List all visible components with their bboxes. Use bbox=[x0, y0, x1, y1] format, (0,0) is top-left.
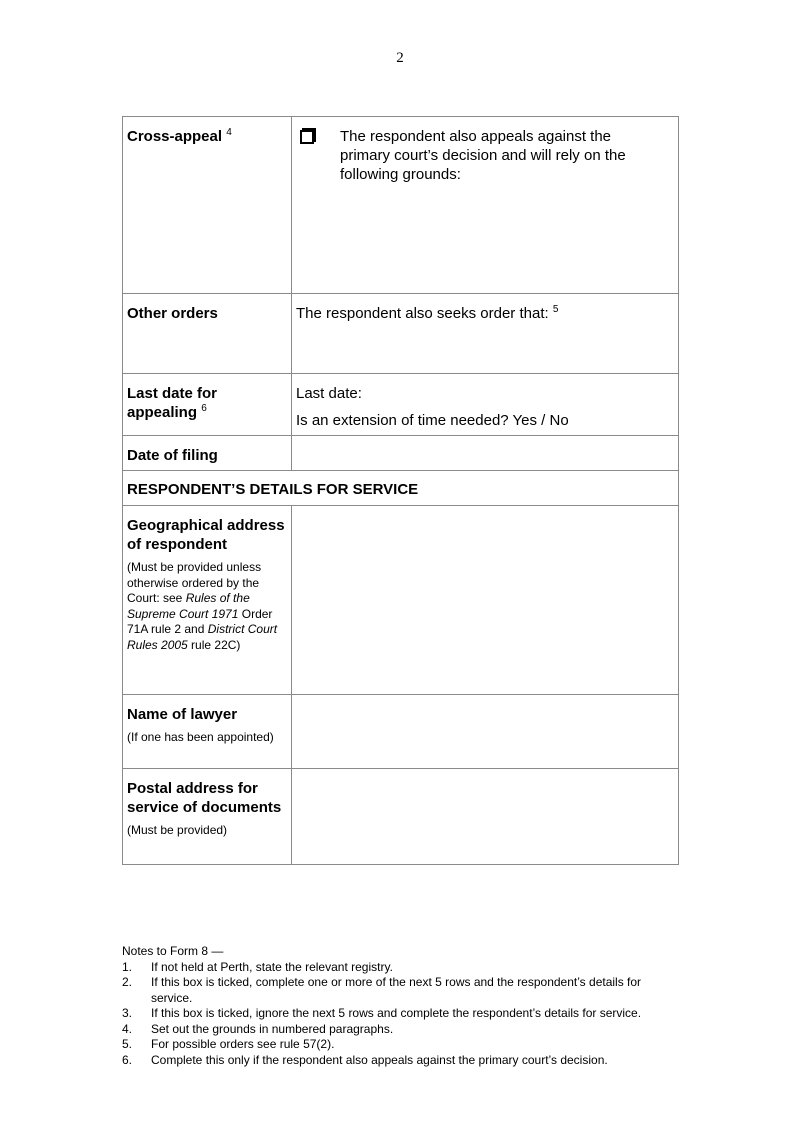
other-orders-row bbox=[123, 294, 679, 374]
postal-address-label: Postal address for service of documents bbox=[127, 780, 282, 816]
last-date-label-cell bbox=[123, 374, 292, 436]
other-orders-text-line bbox=[296, 304, 674, 323]
cross-appeal-row bbox=[123, 117, 679, 294]
other-orders-text: The respondent also seeks order that: bbox=[296, 305, 549, 322]
cross-appeal-label-text: Cross-appeal bbox=[127, 128, 223, 145]
other-orders-label-cell bbox=[123, 294, 292, 374]
note-text: Set out the grounds in numbered paragraphs. bbox=[151, 1021, 394, 1036]
lawyer-label: Name of lawyer bbox=[127, 706, 238, 723]
form-notes bbox=[122, 944, 682, 1068]
other-orders-label: Other orders bbox=[127, 305, 218, 322]
service-section-heading: RESPONDENT’S DETAILS FOR SERVICE bbox=[123, 471, 679, 506]
note-item bbox=[122, 1022, 682, 1038]
last-date-label-line bbox=[127, 384, 287, 422]
postal-address-label-cell bbox=[123, 769, 292, 865]
geo-address-note bbox=[127, 560, 287, 653]
last-date-content-cell[interactable] bbox=[292, 374, 679, 436]
note-number: 6. bbox=[122, 1052, 133, 1067]
page-number: 2 bbox=[396, 50, 404, 66]
cross-appeal-checkbox-text: The respondent also appeals against the primary court’s decision and will rely on the following grounds: bbox=[340, 128, 626, 183]
cross-appeal-label-cell bbox=[123, 117, 292, 294]
checkbox-icon[interactable] bbox=[300, 130, 314, 144]
last-date-label: Last date for appealing bbox=[127, 385, 218, 421]
lawyer-label-cell bbox=[123, 695, 292, 769]
note-item bbox=[122, 1006, 682, 1022]
postal-address-note: (Must be provided) bbox=[127, 823, 228, 837]
date-of-filing-label-cell bbox=[123, 436, 292, 471]
date-of-filing-content-cell[interactable] bbox=[292, 436, 679, 471]
geo-address-note-part3: rule 22C) bbox=[187, 637, 241, 652]
note-number: 5. bbox=[122, 1037, 133, 1051]
cross-appeal-content-cell bbox=[292, 117, 679, 294]
note-text: If this box is ticked, ignore the next 5 rows and complete the respondent’s details for service. bbox=[151, 1006, 642, 1020]
last-date-note-ref: 6 bbox=[201, 403, 207, 414]
cross-appeal-label bbox=[127, 127, 287, 146]
geo-address-note-italic2: District Court Rules 2005 bbox=[127, 622, 278, 652]
note-number: 3. bbox=[122, 1006, 133, 1020]
note-item bbox=[122, 1037, 682, 1053]
postal-address-content-cell[interactable] bbox=[292, 769, 679, 865]
postal-address-row bbox=[123, 769, 679, 865]
notes-heading: Notes to Form 8 — bbox=[122, 944, 224, 958]
note-number: 2. bbox=[122, 975, 133, 989]
cross-appeal-checkbox-row[interactable] bbox=[296, 127, 674, 184]
lawyer-row bbox=[123, 695, 679, 769]
other-orders-content-cell[interactable] bbox=[292, 294, 679, 374]
geo-address-note-italic1: Rules of the Supreme Court 1971 bbox=[127, 591, 250, 621]
cross-appeal-note-ref: 4 bbox=[226, 127, 232, 138]
service-section-row bbox=[123, 471, 679, 506]
extension-question: Is an extension of time needed? Yes / No bbox=[296, 412, 569, 429]
geo-address-row bbox=[123, 506, 679, 695]
note-number: 4. bbox=[122, 1021, 133, 1036]
note-text: If this box is ticked, complete one or more of the next 5 rows and the respondent’s details for service. bbox=[151, 975, 642, 1005]
note-text: Complete this only if the respondent also appeals against the primary court’s decision. bbox=[151, 1052, 608, 1067]
other-orders-note-ref: 5 bbox=[552, 304, 559, 315]
geo-address-label: Geographical address of respondent bbox=[127, 517, 285, 553]
date-of-filing-label: Date of filing bbox=[127, 447, 218, 464]
note-item bbox=[122, 1053, 682, 1069]
last-date-row bbox=[123, 374, 679, 436]
note-item bbox=[122, 960, 682, 976]
note-number: 1. bbox=[122, 959, 133, 974]
geo-address-note-part1: (Must be provided unless otherwise ordered by the Court: see bbox=[127, 560, 262, 605]
date-of-filing-row bbox=[123, 436, 679, 471]
lawyer-note: (If one has been appointed) bbox=[127, 730, 274, 744]
note-text: For possible orders see rule 57(2). bbox=[151, 1037, 335, 1051]
respondent-form-table bbox=[122, 116, 679, 865]
geo-address-note-part2: Order 71A rule 2 and bbox=[127, 606, 273, 636]
note-item bbox=[122, 975, 682, 1006]
note-text: If not held at Perth, state the relevant registry. bbox=[151, 959, 393, 974]
geo-address-content-cell[interactable] bbox=[292, 506, 679, 695]
last-date-line1: Last date: bbox=[296, 385, 362, 402]
lawyer-content-cell[interactable] bbox=[292, 695, 679, 769]
geo-address-label-cell bbox=[123, 506, 292, 695]
